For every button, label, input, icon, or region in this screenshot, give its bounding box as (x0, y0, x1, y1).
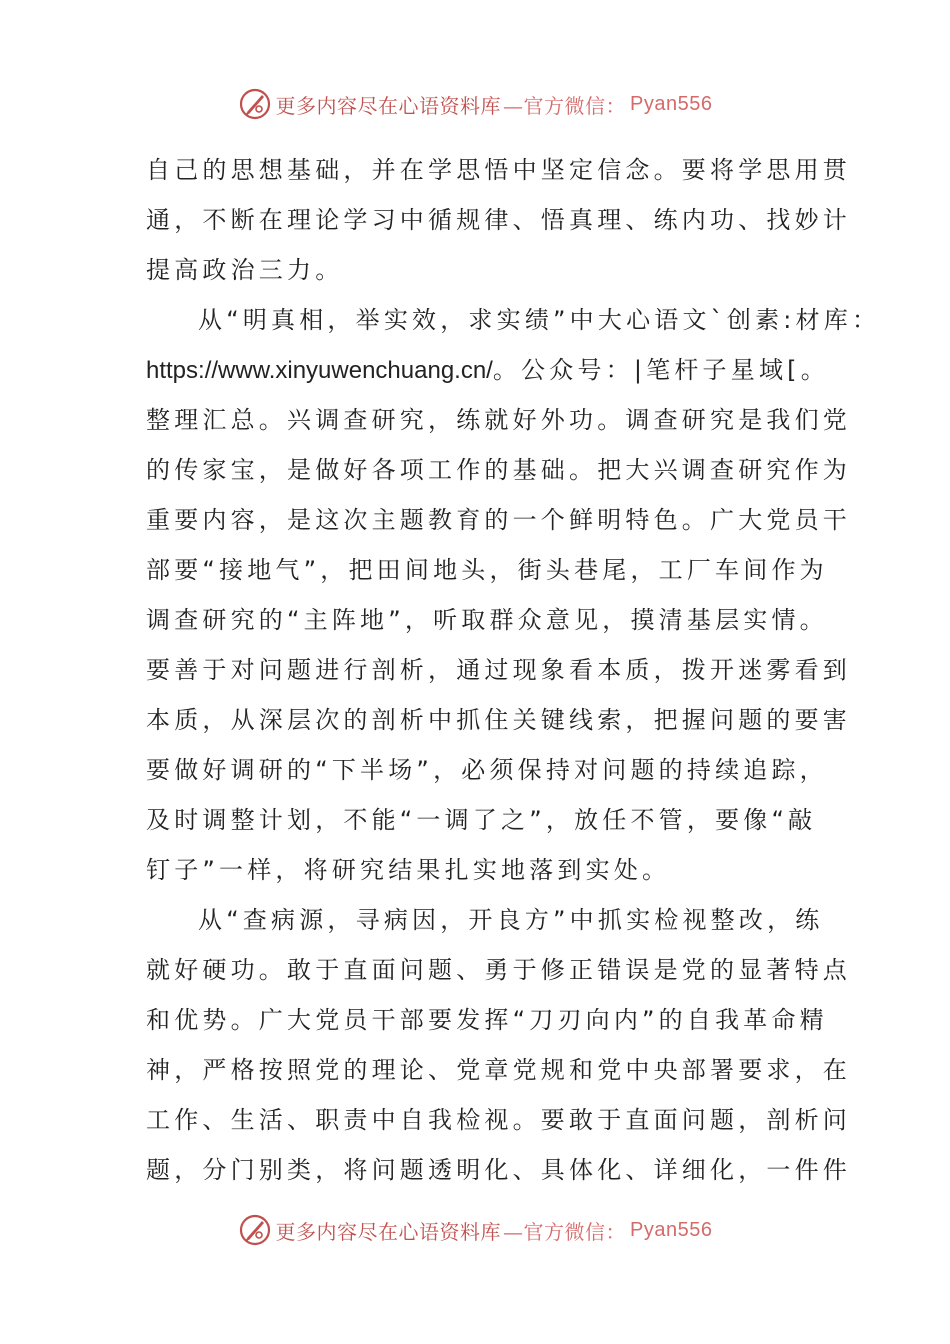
banner-wechat-id: Pyan556 (630, 1218, 713, 1241)
body-line: 调查研究的“主阵地”，听取群众意见，摸清基层实情。 (146, 606, 828, 634)
banner-side-text: —官方微信： (503, 1219, 627, 1244)
body-line: 本质，从深层次的剖析中抓住关键线索，把握问题的要害 (146, 706, 851, 734)
body-line: 要善于对问题进行剖析，通过现象看本质，拨开迷雾看到 (146, 656, 851, 684)
body-line: 从“查病源，寻病因，开良方”中抓实检视整改，练 (198, 906, 824, 934)
body-line: 要做好调研的“下半场”，必须保持对问题的持续追踪， (146, 756, 828, 784)
body-line: 通，不断在理论学习中循规律、悟真理、练内功、找妙计 (146, 206, 851, 234)
website-link[interactable]: https://www.xinyuwenchuang.cn/ (146, 357, 493, 384)
body-line: 工作、生活、职责中自我检视。要敢于直面问题，剖析问 (146, 1106, 851, 1134)
body-line: 和优势。广大党员干部要发挥“刀刃向内”的自我革命精 (146, 1006, 828, 1034)
body-line: 的传家宝，是做好各项工作的基础。把大兴调查研究作为 (146, 456, 851, 484)
body-line-with-link (146, 345, 829, 395)
footer-watermark-banner (0, 1210, 950, 1250)
body-line: 就好硬功。敢于直面问题、勇于修正错误是党的显著特点 (146, 956, 851, 984)
banner-main-text: 更多内容尽在心语资料库 (275, 93, 502, 118)
banner-wechat-id: Pyan556 (630, 92, 713, 115)
body-line: 提高政治三力。 (146, 256, 344, 284)
header-watermark-banner (0, 84, 950, 124)
banner-side-text: —官方微信： (503, 93, 627, 118)
body-line: 及时调整计划，不能“一调了之”，放任不管，要像“敲 (146, 806, 817, 834)
body-line: 自己的思想基础，并在学思悟中坚定信念。要将学思用贯 (146, 156, 851, 184)
document-body (146, 145, 881, 1195)
body-line: 题，分门别类，将问题透明化、具体化、详细化，一件件 (146, 1156, 851, 1184)
body-line: 从“明真相，举实效，求实绩”中大心语文`创素:材库： (198, 306, 881, 334)
quill-seal-logo-icon (238, 1213, 272, 1247)
body-line: 部要“接地气”，把田间地头，街头巷尾，工厂车间作为 (146, 556, 828, 584)
body-line: 神，严格按照党的理论、党章党规和党中央部署要求，在 (146, 1056, 851, 1084)
quill-seal-logo-icon (238, 87, 272, 121)
body-line-text: 。公众号：|笔杆子星域[。 (492, 356, 829, 384)
body-line: 钉子”一样，将研究结果扎实地落到实处。 (146, 856, 671, 884)
body-line: 整理汇总。兴调查研究，练就好外功。调查研究是我们党 (146, 406, 851, 434)
banner-main-text: 更多内容尽在心语资料库 (275, 1219, 502, 1244)
body-line: 重要内容，是这次主题教育的一个鲜明特色。广大党员干 (146, 506, 851, 534)
